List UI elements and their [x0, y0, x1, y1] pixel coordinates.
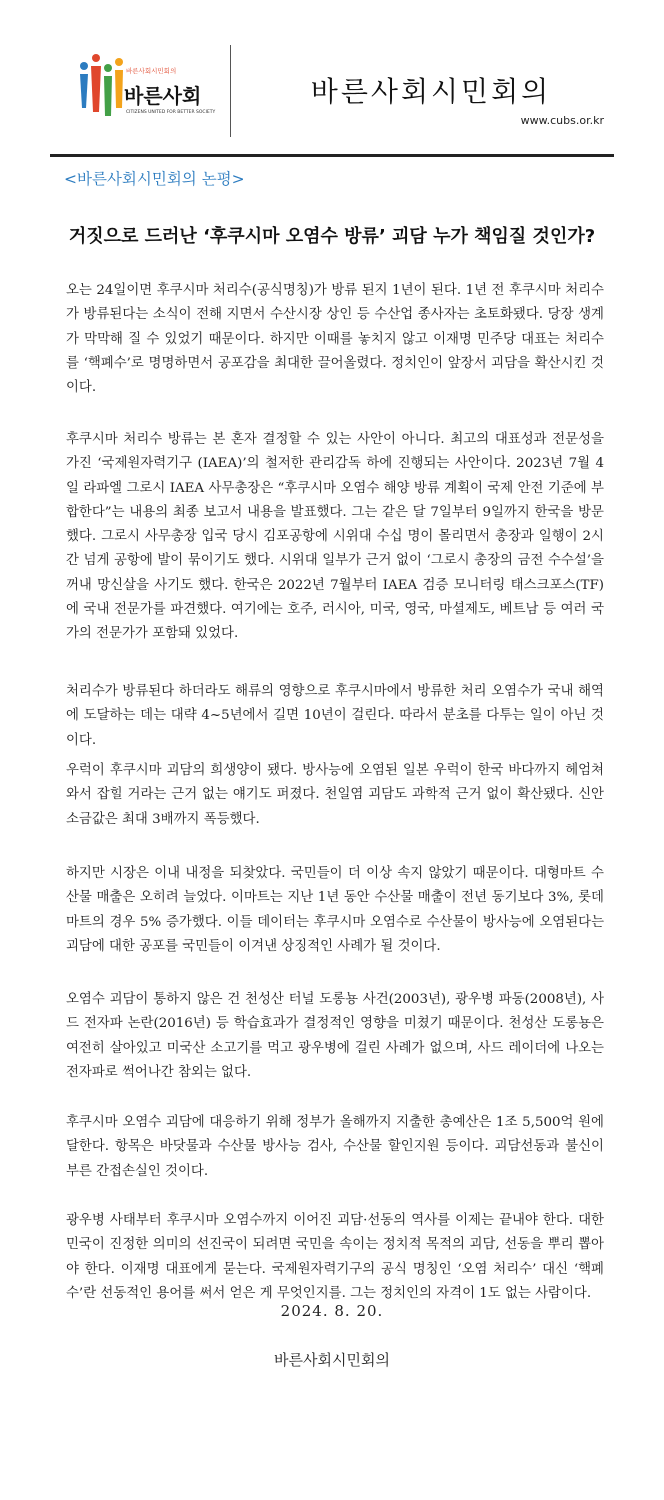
paragraph-2: 후쿠시마 처리수 방류는 본 혼자 결정할 수 있는 사안이 아니다. 최고의 대표성과 전문성을 가진 ‘국제원자력기구 (IAEA)’의 철저한 관리감독 하에 진행되는 사안이다. 2023년 7월 4일 라파엘 그로시 IAEA 사무총장은 “후쿠시마 오염수 해양 방류 계획이 국제 안전 기준에 부합한다”는 내용의 최종 보고서 내용을 발표했다. 그는 같은 달 7일부터 9일까지 한국을 방문했다. 그로시 사무총장 입국 당시 김포공항에 시위대 수십 명이 몰리면서 총장과 일행이 2시간 넘게 공항에 발이 묶이기도 했다. 시위대 일부가 근거 없이 ‘그로시 총장의 금전 수수설’을 꺼내 망신살을 사기도 했다. 한국은 2022년 7월부터 IAEA 검증 모니터링 태스크포스(TF)에 국내 전문가를 파견했다. 여기에는 호주, 러시아, 미국, 영국, 마셜제도, 베트남 등 여러 국가의 전문가가 포함돼 있었다. [66, 432, 604, 642]
paragraph-5: 하지만 시장은 이내 내정을 되찾았다. 국민들이 더 이상 속지 않았기 때문이다. 대형마트 수산물 매출은 오히려 늘었다. 이마트는 지난 1년 동안 수산물 매출이 전년 동기보다 3%, 롯데마트의 경우 5% 증가했다. 이들 데이터는 후쿠시마 오염수로 수산물이 방사능에 오염된다는 괴담에 대한 공포를 국민들이 이겨낸 상징적인 사례가 될 것이다. [66, 866, 604, 954]
paragraph-4: 우럭이 후쿠시마 괴담의 희생양이 됐다. 방사능에 오염된 일본 우럭이 한국 바다까지 헤엄쳐 와서 잡힐 거라는 근거 없는 얘기도 퍼졌다. 천일염 괴담도 과학적 근거 없이 확산됐다. 신안 소금값은 최대 3배까지 폭등했다. [66, 763, 604, 827]
headline: 거짓으로 드러난 ‘후쿠시마 오염수 방류’ 괴담 누가 책임질 것인가? [68, 226, 596, 247]
logo-text: 바른사회 [124, 84, 202, 108]
paragraph-7: 후쿠시마 오염수 괴담에 대응하기 위해 정부가 올해까지 지출한 총예산은 1조 5,500억 원에 달한다. 항목은 바닷물과 수산물 방사능 검사, 수산물 할인지원 등이다. 괴담선동과 불신이 부른 간접손실인 것이다. [66, 1115, 604, 1179]
paragraph-6: 오염수 괴담이 통하지 않은 건 천성산 터널 도롱뇽 사건(2003년), 광우병 파동(2008년), 사드 전자파 논란(2016년) 등 학습효과가 결정적인 영향을 미쳤기 때문이다. 천성산 도롱뇽은 여전히 살아있고 미국산 소고기를 먹고 광우병에 걸린 사례가 없으며, 사드 레이더에 나오는 전자파로 썩어나간 참외는 없다. [66, 992, 604, 1080]
paragraph-1: 오는 24일이면 후쿠시마 처리수(공식명칭)가 방류 된지 1년이 된다. 1년 전 후쿠시마 처리수가 방류된다는 소식이 전해 지면서 수산시장 상인 등 수산업 종사자는 초토화됐다. 당장 생계가 막막해 질 수 있었기 때문이다. 하지만 이때를 놓치지 않고 이재명 민주당 대표는 처리수를 ‘핵폐수’로 명명하면서 공포감을 최대한 끌어올렸다. 정치인이 앞장서 괴담을 확산시킨 것이다. [66, 283, 604, 396]
figures-icon [78, 52, 126, 132]
header-rule [50, 154, 614, 157]
date: 2024. 8. 20. [280, 1302, 384, 1320]
header-divider [230, 45, 231, 137]
signer: 바른사회시민회의 [274, 1351, 390, 1369]
paragraph-8: 광우병 사태부터 후쿠시마 오염수까지 이어진 괴담·선동의 역사를 이제는 끝내야 한다. 대한민국이 진정한 의미의 선진국이 되려면 국민을 속이는 정치적 목적의 괴담, 선동을 뿌리 뽑아야 한다. 이재명 대표에게 묻는다. 국제원자력기구의 공식 명칭인 ‘오염 처리수’ 대신 ‘핵폐수’란 선동적인 용어를 써서 얻은 게 무엇인지를. 그는 정치인의 자격이 1도 없는 사람이다. [66, 1213, 604, 1301]
organization-url: www.cubs.or.kr [520, 114, 604, 127]
section-label: <바른사회시민회의 논평> [64, 170, 245, 188]
organization-logo [78, 52, 218, 132]
paragraph-3: 처리수가 방류된다 하더라도 해류의 영향으로 후쿠시마에서 방류한 처리 오염수가 국내 해역에 도달하는 데는 대략 4~5년에서 길면 10년이 걸린다. 따라서 분초를 다투는 일이 아닌 것이다. [66, 684, 604, 748]
logo-subtext: CITIZENS UNITED FOR BETTER SOCIETY [126, 110, 216, 115]
logo-small-text: 바른사회시민회의 [126, 67, 177, 75]
letterhead [50, 30, 614, 144]
organization-title: 바른사회시민회의 [310, 75, 552, 108]
